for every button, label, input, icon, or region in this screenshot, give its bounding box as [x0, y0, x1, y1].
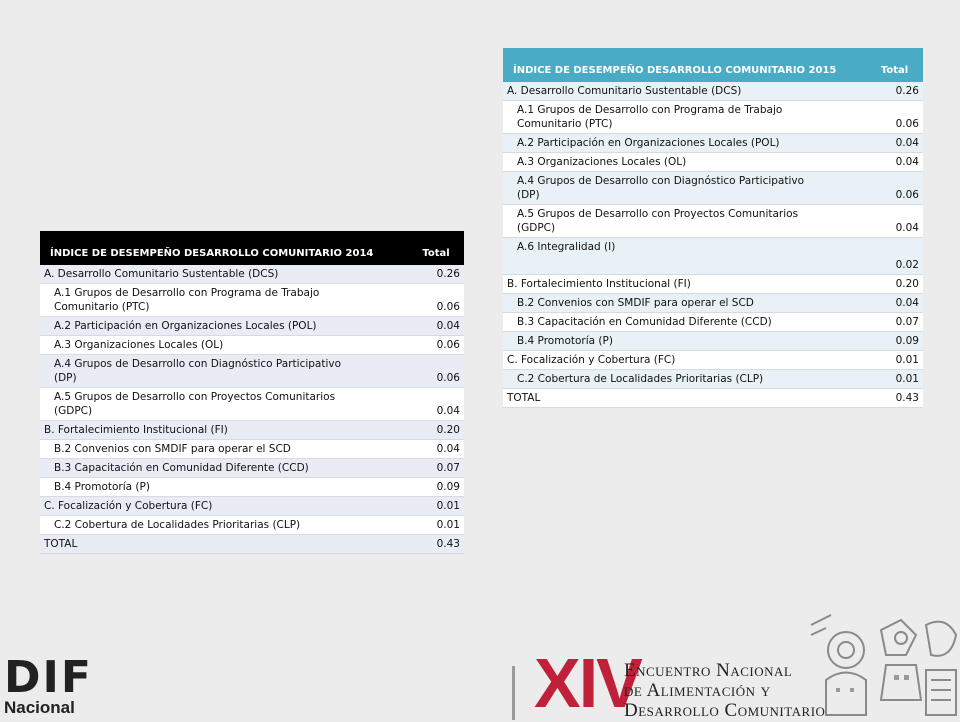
row-label: A.2 Participación en Organizaciones Locales (POL) [503, 134, 866, 153]
row-label: C.2 Cobertura de Localidades Prioritarias (CLP) [40, 516, 408, 535]
row-value: 0.43 [866, 389, 923, 408]
table-row [503, 238, 923, 275]
event-title-text: Desarrollo Comunitario [624, 700, 826, 721]
row-value: 0.20 [408, 421, 464, 440]
row-label-line2: (DP) [54, 372, 77, 384]
row-value: 0.06 [408, 355, 464, 388]
row-label-line2: (GDPC) [54, 405, 93, 417]
row-label [40, 355, 408, 388]
row-label [503, 101, 866, 134]
row-label: A.3 Organizaciones Locales (OL) [503, 153, 866, 172]
row-value: 0.01 [866, 370, 923, 389]
row-value: 0.04 [408, 388, 464, 421]
table-row [40, 284, 464, 317]
row-label: B.4 Promotoría (P) [503, 332, 866, 351]
dif-logo-subtitle: Nacional [4, 698, 75, 717]
table-row [503, 370, 923, 389]
decorative-glyph-illustration [806, 610, 960, 720]
row-label: B. Fortalecimiento Institucional (FI) [503, 275, 866, 294]
table-row [503, 82, 923, 101]
row-label-line1: A.4 Grupos de Desarrollo con Diagnóstico Participativo [517, 175, 805, 187]
row-label: A. Desarrollo Comunitario Sustentable (DCS) [503, 82, 866, 101]
row-label-line1: A.1 Grupos de Desarrollo con Programa de Trabajo [54, 287, 320, 299]
row-label: B. Fortalecimiento Institucional (FI) [40, 421, 408, 440]
row-label: TOTAL [40, 535, 408, 554]
row-value: 0.07 [408, 459, 464, 478]
row-value: 0.06 [408, 336, 464, 355]
row-value: 0.09 [408, 478, 464, 497]
row-value: 0.20 [866, 275, 923, 294]
row-label-line1: A.5 Grupos de Desarrollo con Proyectos Comunitarios [54, 391, 336, 403]
row-value: 0.09 [866, 332, 923, 351]
row-value: 0.06 [408, 284, 464, 317]
table-row [503, 205, 923, 238]
table-row [40, 478, 464, 497]
table-total-row [40, 535, 464, 554]
row-value: 0.07 [866, 313, 923, 332]
table-row [503, 172, 923, 205]
row-label-line1: A.6 Integralidad (I) [517, 241, 616, 253]
row-value: 0.04 [866, 134, 923, 153]
event-title-line2 [624, 680, 771, 702]
table-row [503, 351, 923, 370]
row-label-line1: A.1 Grupos de Desarrollo con Programa de Trabajo [517, 104, 783, 116]
dif-logo: DIF [4, 652, 93, 703]
row-value: 0.04 [866, 294, 923, 313]
table-row [40, 388, 464, 421]
row-label: B.3 Capacitación en Comunidad Diferente (CCD) [503, 313, 866, 332]
row-label: B.2 Convenios con SMDIF para operar el SCD [503, 294, 866, 313]
total-column-header: Total [866, 48, 923, 82]
row-label: C. Focalización y Cobertura (FC) [40, 497, 408, 516]
table-row [40, 440, 464, 459]
row-value: 0.26 [866, 82, 923, 101]
row-label [40, 284, 408, 317]
row-label [503, 172, 866, 205]
row-value: 0.04 [866, 153, 923, 172]
table-row [503, 294, 923, 313]
table-row [40, 459, 464, 478]
table-row [503, 134, 923, 153]
row-label-line2: (GDPC) [517, 222, 556, 234]
event-title-text: de Alimentación y [624, 680, 771, 701]
row-value: 0.02 [866, 238, 923, 275]
row-value: 0.04 [866, 205, 923, 238]
table-row [40, 516, 464, 535]
row-value: 0.04 [408, 440, 464, 459]
row-label-line2: (DP) [517, 189, 540, 201]
row-value: 0.43 [408, 535, 464, 554]
row-label-line2: Comunitario (PTC) [54, 301, 150, 313]
row-label-line1: A.4 Grupos de Desarrollo con Diagnóstico Participativo [54, 358, 342, 370]
table-row [40, 336, 464, 355]
event-title-line3 [624, 700, 825, 722]
row-label: A.2 Participación en Organizaciones Locales (POL) [40, 317, 408, 336]
row-value: 0.01 [408, 497, 464, 516]
table-row [503, 275, 923, 294]
row-label: C.2 Cobertura de Localidades Prioritarias (CLP) [503, 370, 866, 389]
table-row [40, 421, 464, 440]
row-value: 0.01 [866, 351, 923, 370]
table-header [503, 48, 923, 82]
table-row [40, 317, 464, 336]
row-label [40, 388, 408, 421]
event-title-line1 [624, 660, 792, 682]
row-value: 0.26 [408, 265, 464, 284]
row-value: 0.06 [866, 101, 923, 134]
table-header [40, 231, 464, 265]
row-value: 0.01 [408, 516, 464, 535]
row-label-line2: Comunitario (PTC) [517, 118, 613, 130]
performance-table-2015 [503, 48, 923, 408]
row-value: 0.04 [408, 317, 464, 336]
row-label: B.2 Convenios con SMDIF para operar el SCD [40, 440, 408, 459]
event-title-text: Encuentro Nacional [624, 660, 793, 681]
row-label: B.4 Promotoría (P) [40, 478, 408, 497]
table-row [40, 355, 464, 388]
table-row [503, 101, 923, 134]
table-total-row [503, 389, 923, 408]
table-title: ÍNDICE DE DESEMPEÑO DESARROLLO COMUNITARIO 2015 [503, 48, 866, 82]
row-label: C. Focalización y Cobertura (FC) [503, 351, 866, 370]
row-label [503, 205, 866, 238]
table-row [503, 332, 923, 351]
row-label-line1: A.5 Grupos de Desarrollo con Proyectos Comunitarios [517, 208, 799, 220]
row-label: A. Desarrollo Comunitario Sustentable (DCS) [40, 265, 408, 284]
table-row [503, 153, 923, 172]
table-row [40, 265, 464, 284]
performance-table-2014 [40, 231, 464, 554]
table-title: ÍNDICE DE DESEMPEÑO DESARROLLO COMUNITARIO 2014 [40, 231, 408, 265]
table-row [40, 497, 464, 516]
table-row [503, 313, 923, 332]
row-value: 0.06 [866, 172, 923, 205]
row-label: A.3 Organizaciones Locales (OL) [40, 336, 408, 355]
event-numeral: XIV [534, 644, 641, 722]
total-column-header: Total [408, 231, 464, 265]
footer-divider [512, 666, 515, 720]
row-label [503, 238, 866, 275]
row-label: TOTAL [503, 389, 866, 408]
row-label: B.3 Capacitación en Comunidad Diferente (CCD) [40, 459, 408, 478]
